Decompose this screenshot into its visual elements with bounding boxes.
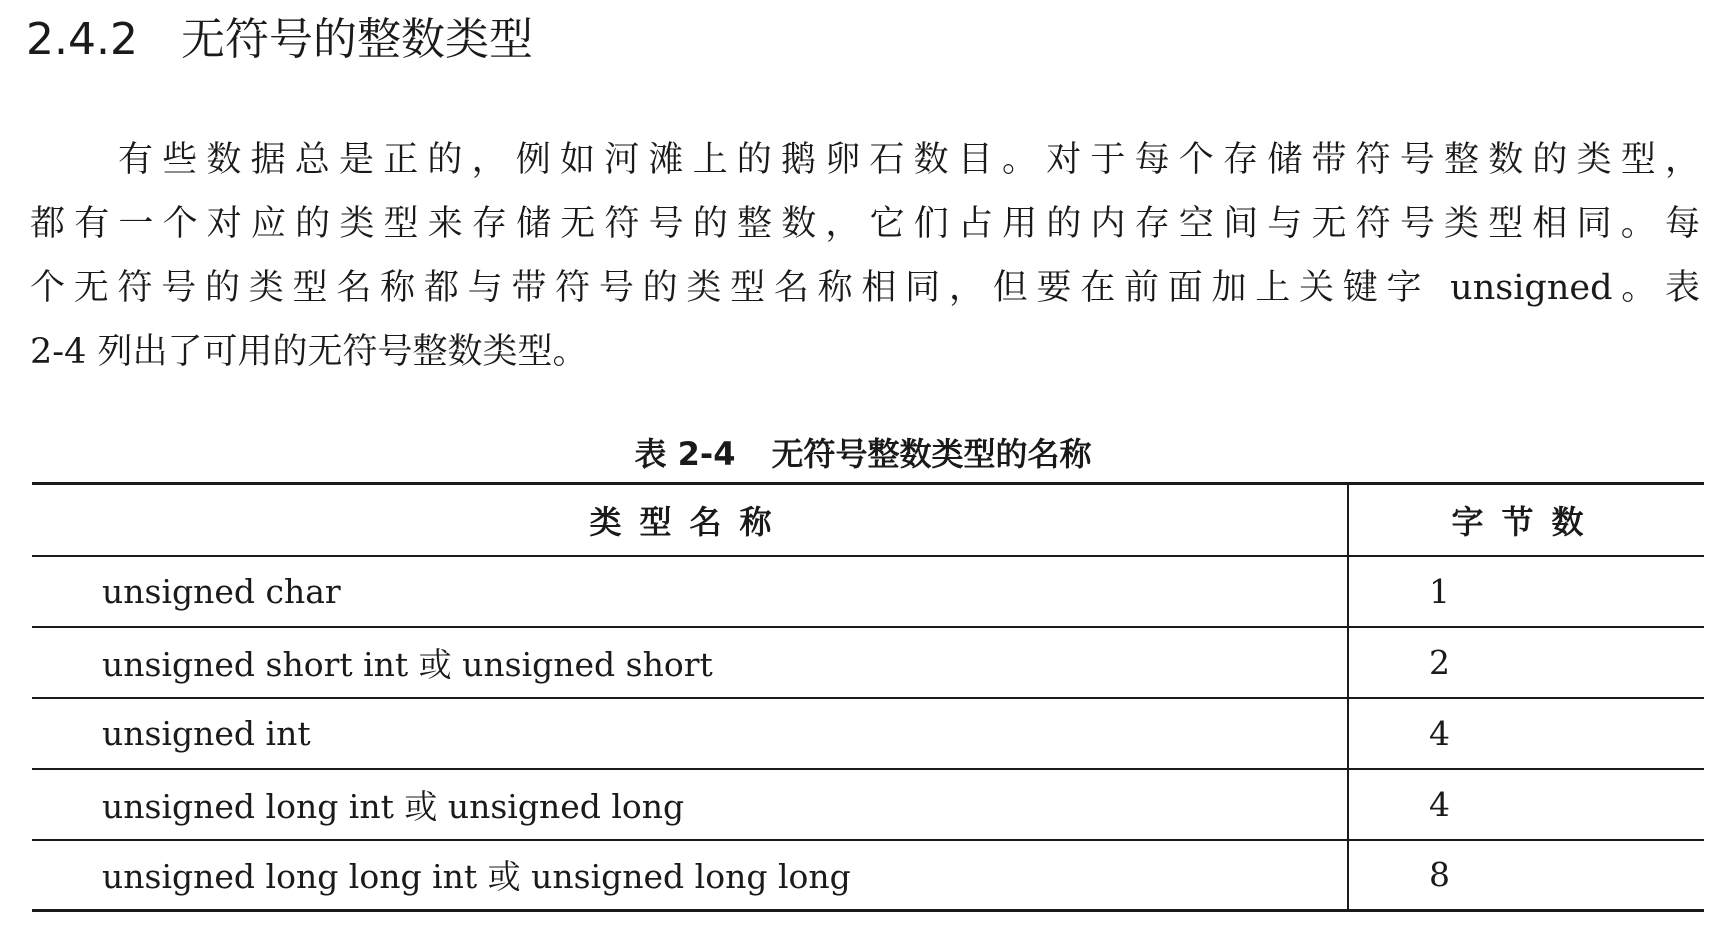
- paragraph-line: 2-4 列出了可用的无符号整数类型。: [30, 332, 588, 372]
- unsigned-types-table: [32, 482, 1704, 912]
- type-name-cell: unsigned int: [32, 698, 1348, 769]
- section-number: 2.4.2: [26, 14, 138, 65]
- table-caption-title: 无符号整数类型的名称: [771, 435, 1092, 473]
- table-caption: [0, 432, 1726, 476]
- byte-count-cell: 1: [1348, 556, 1704, 627]
- header-type-name: 类型名称: [32, 484, 1348, 556]
- table-row: [32, 698, 1704, 769]
- byte-count-cell: 8: [1348, 840, 1704, 911]
- table-caption-number: 表 2-4: [634, 435, 736, 473]
- table-header-row: [32, 484, 1704, 556]
- type-name-cell: unsigned long int 或 unsigned long: [32, 769, 1348, 840]
- section-title: 无符号的整数类型: [181, 14, 533, 65]
- byte-count-cell: 4: [1348, 698, 1704, 769]
- table-row: [32, 769, 1704, 840]
- table-row: [32, 556, 1704, 627]
- body-paragraph: [30, 128, 1700, 384]
- table-row: [32, 840, 1704, 911]
- type-name-cell: unsigned char: [32, 556, 1348, 627]
- type-name-cell: unsigned short int 或 unsigned short: [32, 627, 1348, 698]
- paragraph-line: 个无符号的类型名称都与带符号的类型名称相同，但要在前面加上关键字 unsigned。表: [30, 268, 1700, 308]
- paragraph-line: 有些数据总是正的，例如河滩上的鹅卵石数目。对于每个存储带符号整数的类型，: [118, 140, 1700, 180]
- paragraph-line: 都有一个对应的类型来存储无符号的整数，它们占用的内存空间与无符号类型相同。每: [30, 204, 1700, 244]
- byte-count-cell: 2: [1348, 627, 1704, 698]
- section-heading: [26, 10, 533, 70]
- type-name-cell: unsigned long long int 或 unsigned long long: [32, 840, 1348, 911]
- table-row: [32, 627, 1704, 698]
- header-byte-count: 字节数: [1348, 484, 1704, 556]
- byte-count-cell: 4: [1348, 769, 1704, 840]
